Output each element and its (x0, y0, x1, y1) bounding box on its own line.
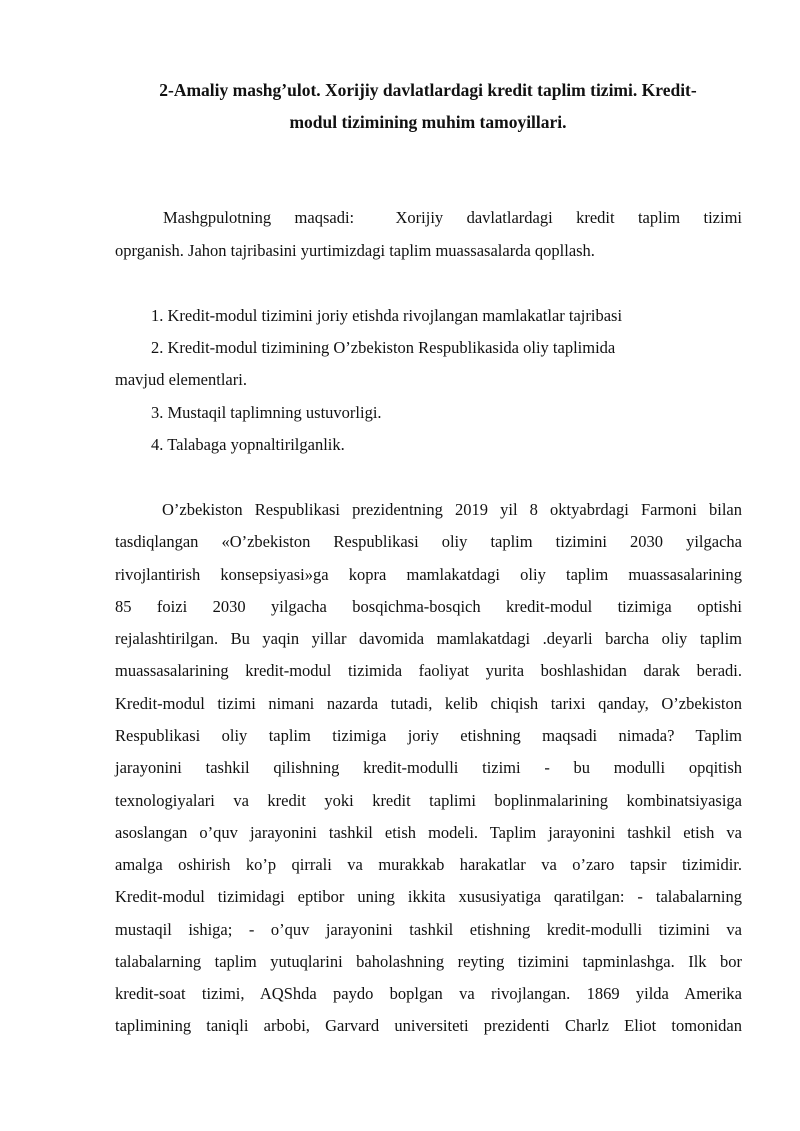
paragraph-line: texnologiyalari va kredit yoki kredit taplimi boplinmalarining kombinatsiyasiga (115, 791, 742, 810)
document-title-line-2: modul tizimining muhim tamoyillari. (289, 112, 567, 132)
document-title-line-1: 2-Amaliy mashg’ulot. Xorijiy davlatlardagi kredit taplim tizimi. Kredit- (159, 80, 697, 100)
list-item: 2. Kredit-modul tizimining O’zbekiston Respublikasida oliy taplimida (151, 338, 616, 357)
paragraph-line: rejalashtirilgan. Bu yaqin yillar davomida mamlakatdagi .deyarli barcha oliy taplim (115, 629, 742, 648)
paragraph-line: talabalarning taplim yutuqlarini baholashning reyting tizimini tapminlashga. Ilk bor (115, 952, 742, 971)
list-item: 3. Mustaqil taplimning ustuvorligi. (151, 403, 382, 422)
paragraph-line: jarayonini tashkil qilishning kredit-modulli tizimi - bu modulli opqitish (115, 758, 742, 777)
paragraph-line: muassasalarining kredit-modul tizimida faoliyat yurita boshlashidan darak beradi. (115, 661, 742, 680)
paragraph-line: O’zbekiston Respublikasi prezidentning 2019 yil 8 oktyabrdagi Farmoni bilan (162, 500, 742, 519)
paragraph-line: amalga oshirish ko’p qirrali va murakkab harakatlar va o’zaro tapsir tizimidir. (115, 855, 742, 874)
paragraph-line: Kredit-modul tizimidagi eptibor uning ikkita xususiyatiga qaratilgan: - talabalarning (115, 887, 742, 906)
list-item: 1. Kredit-modul tizimini joriy etishda rivojlangan mamlakatlar tajribasi (151, 306, 623, 325)
paragraph-line: tasdiqlangan «O’zbekiston Respublikasi oliy taplim tizimini 2030 yilgacha (115, 532, 742, 551)
paragraph-line: mustaqil ishiga; - o’quv jarayonini tashkil etishning kredit-modulli tizimini va (115, 920, 742, 939)
paragraph-line: Kredit-modul tizimi nimani nazarda tutadi, kelib chiqish tarixi qanday, O’zbekiston (115, 694, 742, 713)
list-item: 4. Talabaga yopnaltirilganlik. (151, 435, 345, 454)
goal-text-line-2: oprganish. Jahon tajribasini yurtimizdagi taplim muassasalarda qopllash. (115, 241, 595, 260)
list-item-continuation: mavjud elementlari. (115, 370, 247, 389)
paragraph-line: kredit-soat tizimi, AQShda paydo boplgan va rivojlangan. 1869 yilda Amerika (115, 984, 742, 1003)
paragraph-line: asoslangan o’quv jarayonini tashkil etish modeli. Taplim jarayonini tashkil etish va (115, 823, 742, 842)
goal-label: Mashgpulotning maqsadi: (163, 208, 355, 227)
paragraph-line: taplimining taniqli arbobi, Garvard universiteti prezidenti Charlz Eliot tomonidan (115, 1016, 742, 1035)
paragraph-line: 85 foizi 2030 yilgacha bosqichma-bosqich kredit-modul tizimiga optishi (115, 597, 742, 616)
paragraph-line: rivojlantirish konsepsiyasi»ga kopra mamlakatdagi oliy taplim muassasalarining (115, 565, 742, 584)
goal-text-line-1: Xorijiy davlatlardagi kredit taplim tizimi (395, 208, 742, 227)
paragraph-line: Respublikasi oliy taplim tizimiga joriy etishning maqsadi nimada? Taplim (115, 726, 742, 745)
goal-statement (163, 208, 742, 228)
